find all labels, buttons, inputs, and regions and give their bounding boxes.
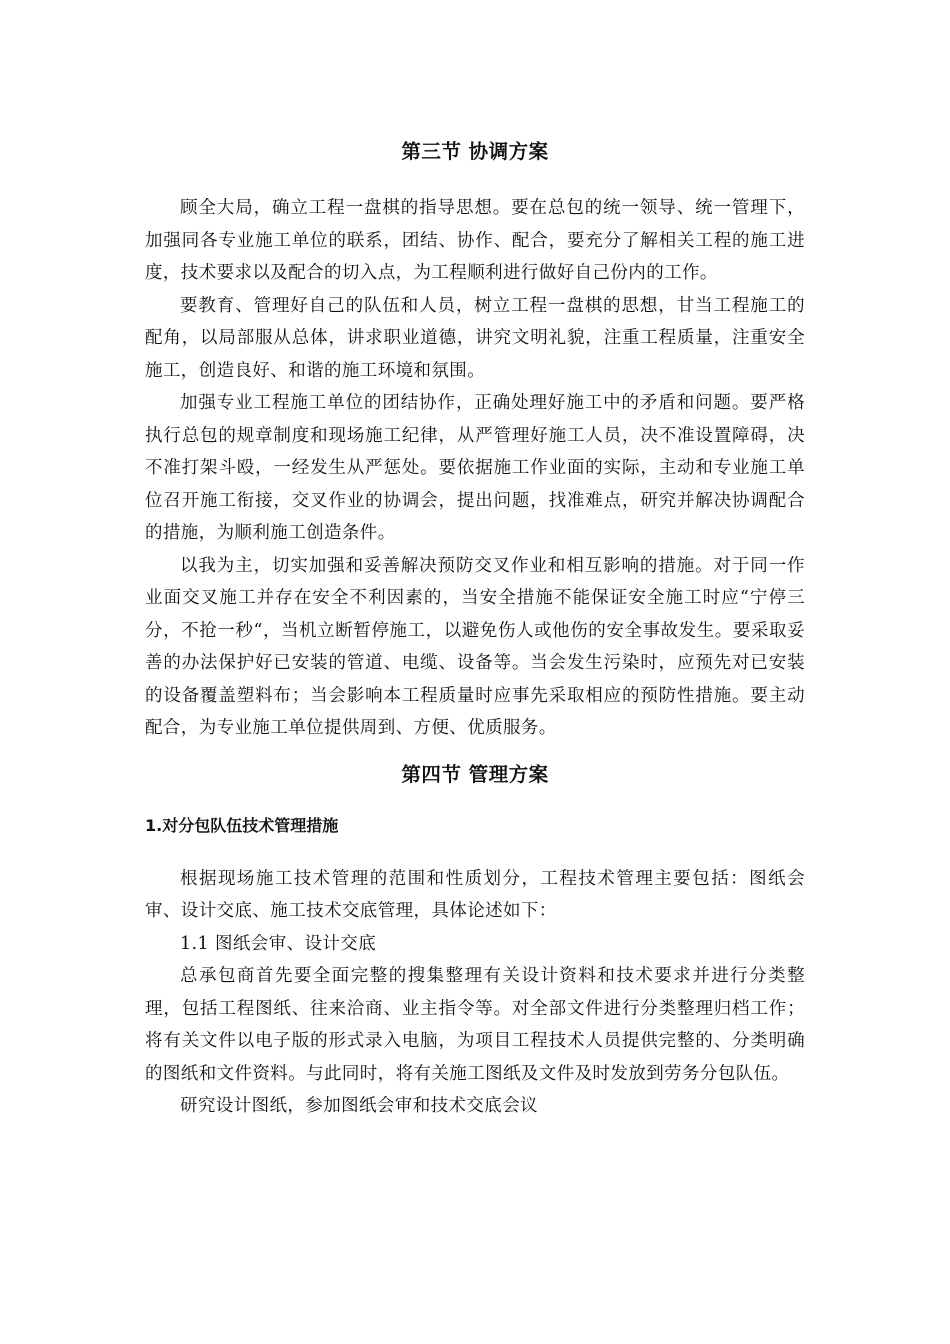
section-4-last-line: 研究设计图纸，参加图纸会审和技术交底会议 [180,1096,538,1116]
section-4-intro: 根据现场施工技术管理的范围和性质划分，工程技术管理主要包括：图纸会审、设计交底、施工技术交底管理，具体论述如下： [145,868,805,921]
section-4-title: 第四节 管理方案 [401,762,549,786]
section-3-paragraph-1: 顾全大局，确立工程一盘棋的指导思想。要在总包的统一领导、统一管理下，加强同各专业施工单位的联系，团结、协作、配合，要充分了解相关工程的施工进度，技术要求以及配合的切入点，为工程顺利进行做好自己份内的工作。 [145,198,805,283]
section-3-paragraph-4: 以我为主，切实加强和妥善解决预防交叉作业和相互影响的措施。对于同一作业面交叉施工并存在安全不利因素的，当安全措施不能保证安全施工时应“宁停三分，不抢一秒“，当机立断暂停施工，以避免伤人或他伤的安全事故发生。要采取妥善的办法保护好已安装的管道、电缆、设备等。当会发生污染时，应预先对已安装的设备覆盖塑料布；当会影响本工程质量时应事先采取相应的预防性措施。要主动配合，为专业施工单位提供周到、方便、优质服务。 [145,555,805,738]
item-1-1-paragraph: 总承包商首先要全面完整的搜集整理有关设计资料和技术要求并进行分类整理，包括工程图纸、往来洽商、业主指令等。对全部文件进行分类整理归档工作；将有关文件以电子版的形式录入电脑，为项目工程技术人员提供完整的、分类明确的图纸和文件资料。与此同时，将有关施工图纸及文件及时发放到劳务分包队伍。 [145,966,805,1084]
item-1-1-label: 1.1 图纸会审、设计交底 [180,933,377,954]
section-3-title: 第三节 协调方案 [401,140,549,163]
subsection-heading: 1.对分包队伍技术管理措施 [145,815,339,835]
section-3-paragraph-2: 要教育、管理好自己的队伍和人员，树立工程一盘棋的思想，甘当工程施工的配角，以局部服从总体，讲求职业道德，讲究文明礼貌，注重工程质量，注重安全施工，创造良好、和谐的施工环境和氛围。 [145,295,805,381]
document-content [145,138,805,1123]
section-3-paragraph-3: 加强专业工程施工单位的团结协作，正确处理好施工中的矛盾和问题。要严格执行总包的规章制度和现场施工纪律，从严管理好施工人员，决不准设置障碍，决不准打架斗殴，一经发生从严惩处。要依据施工作业面的实际，主动和专业施工单位召开施工衔接，交叉作业的协调会，提出问题，找准难点，研究并解决协调配合的措施，为顺利施工创造条件。 [145,393,805,543]
